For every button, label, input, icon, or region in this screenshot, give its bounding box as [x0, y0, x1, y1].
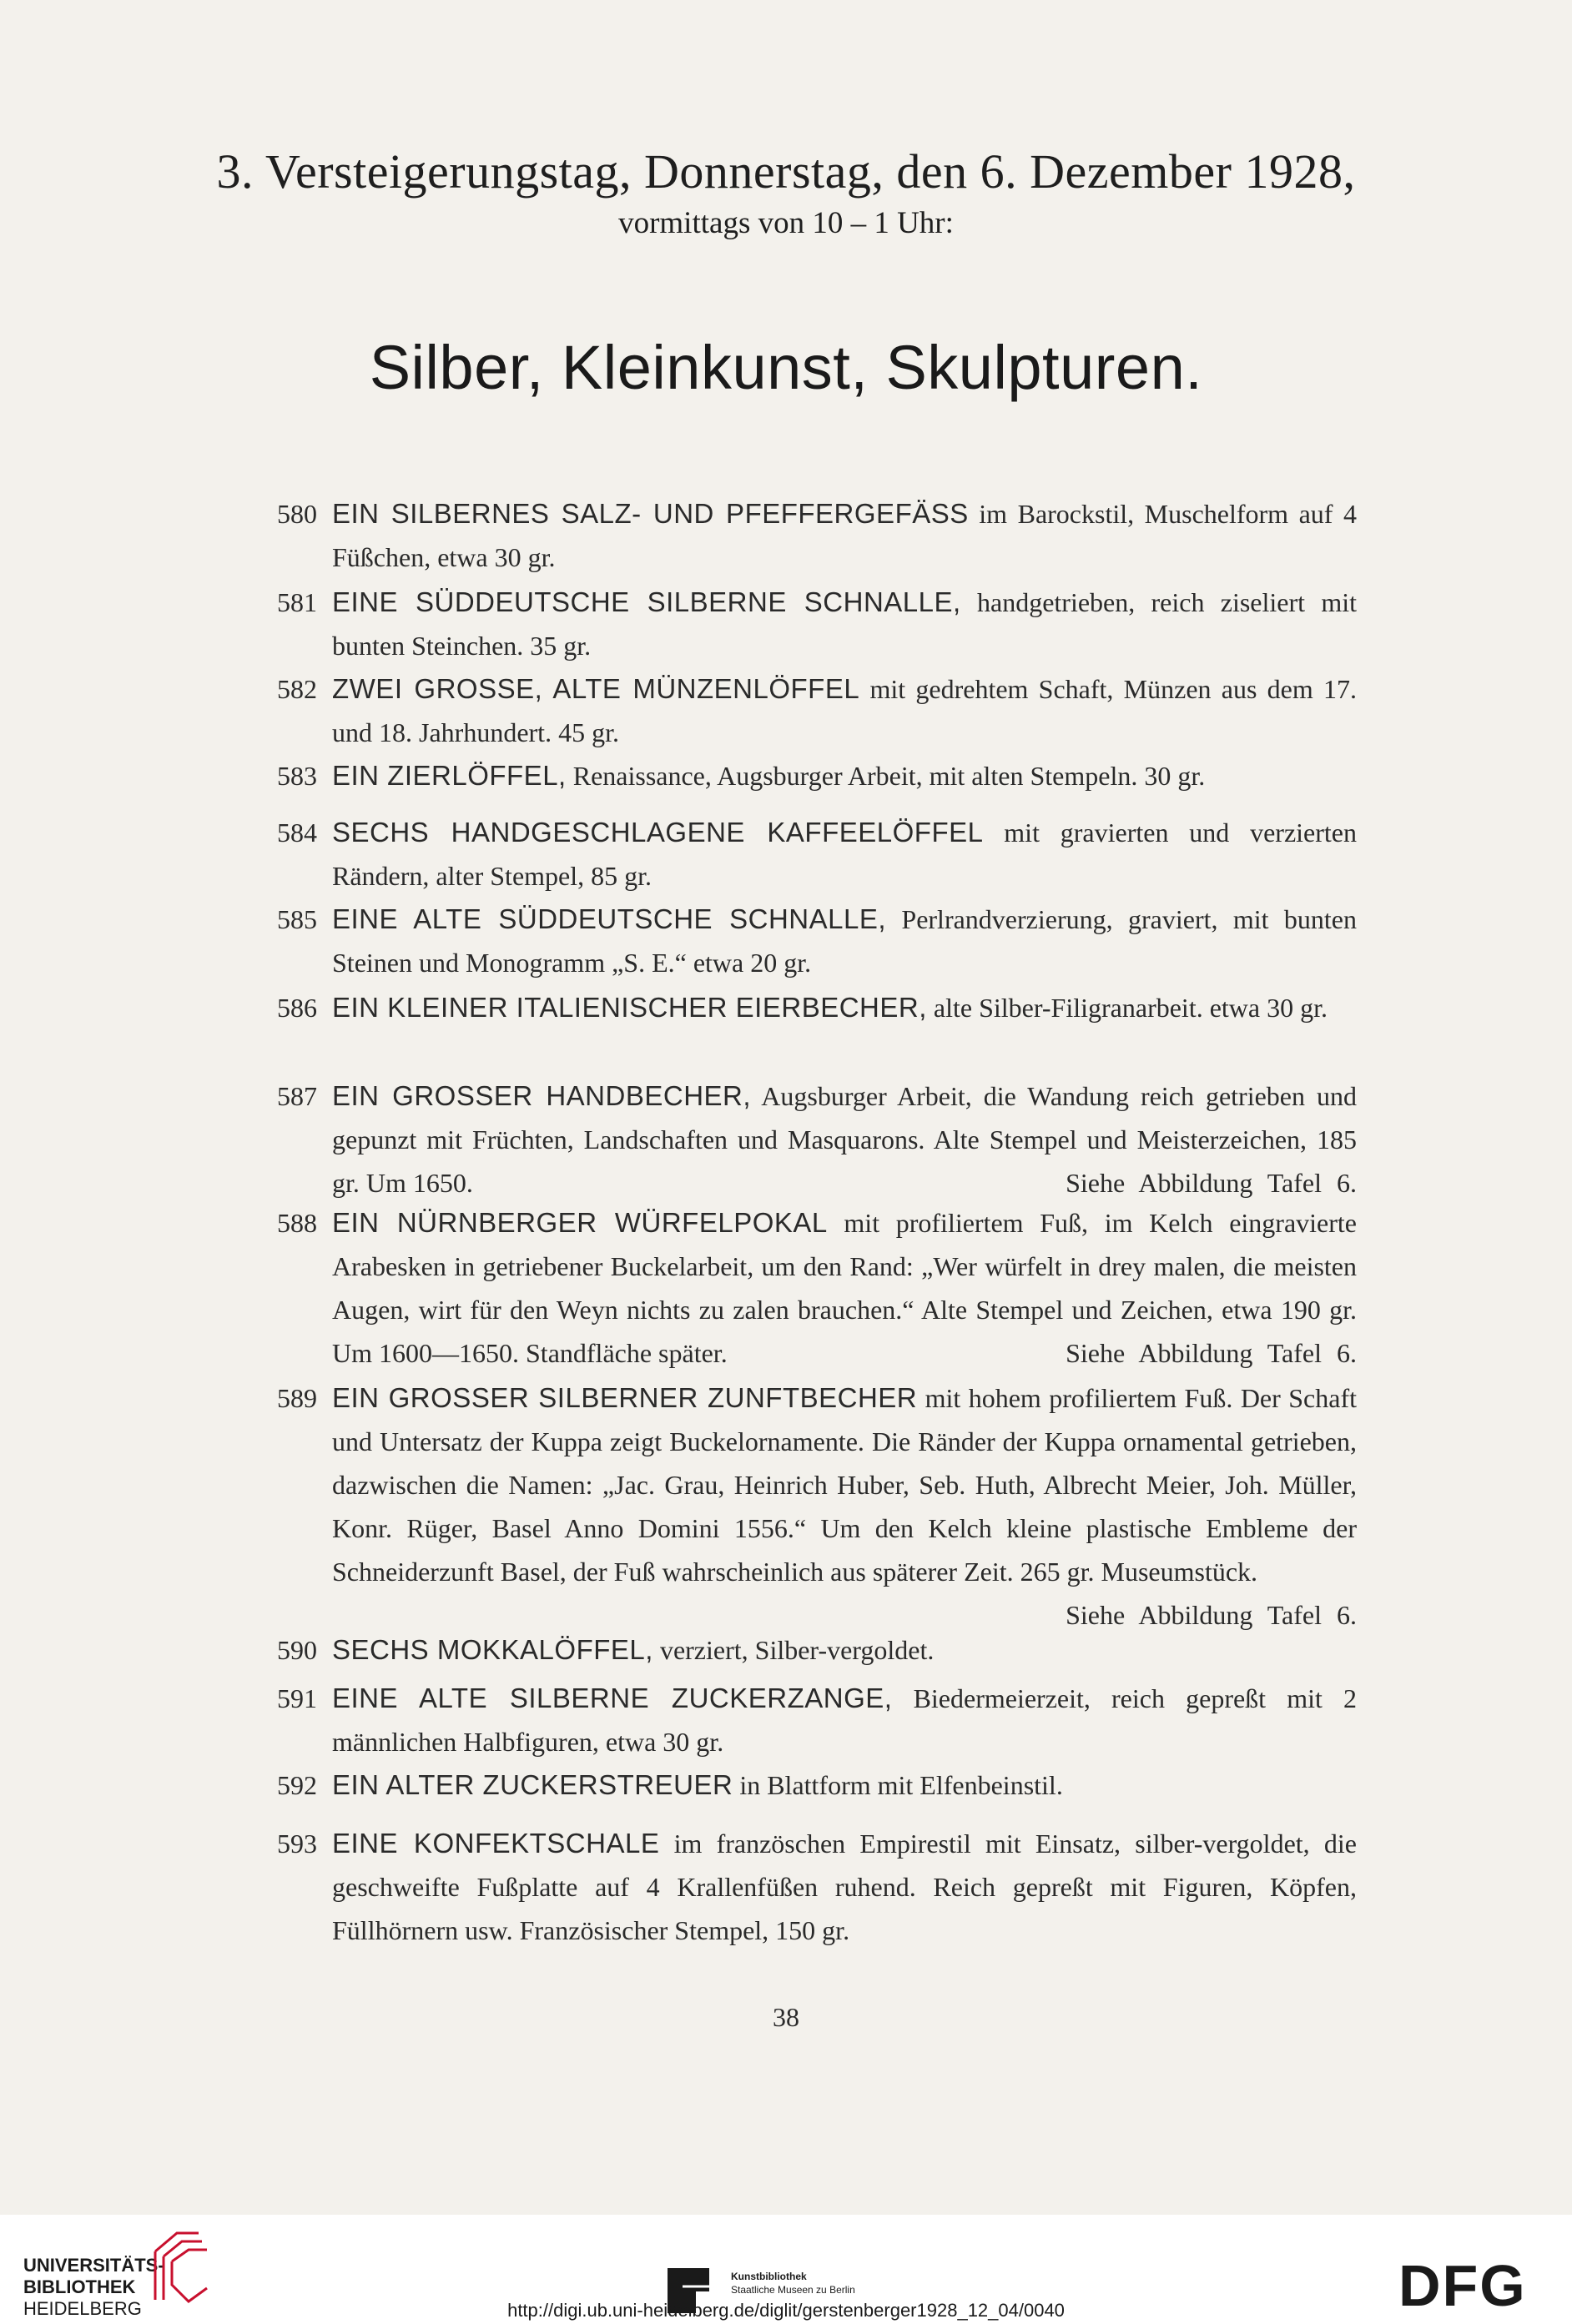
lot-title: EIN SILBERNES SALZ- UND PFEFFERGEFÄSS [332, 498, 969, 529]
lot-title: EIN GROSSER SILBERNER ZUNFTBECHER [332, 1382, 918, 1413]
page-number: 38 [773, 2002, 799, 2032]
lot-description [332, 1628, 1357, 1672]
lot-title: ZWEI GROSSE, ALTE MÜNZENLÖFFEL [332, 673, 860, 704]
lot-body: in Blattform mit Elfenbeinstil. [733, 1770, 1063, 1800]
lot-number: 587 [277, 1081, 317, 1111]
lot-description [332, 492, 1357, 579]
lot-number: 593 [277, 1829, 317, 1859]
lot-description [332, 986, 1357, 1029]
page-title: 3. Versteigerungstag, Donnerstag, den 6. Dezember 1928, [216, 144, 1356, 199]
lot-title: EIN NÜRNBERGER WÜRFELPOKAL [332, 1207, 828, 1238]
lot-body: mit gedrehtem Schaft, Münzen aus dem 17. und 18. Jahrhundert. 45 gr. [332, 674, 1358, 747]
lot-number: 592 [277, 1770, 317, 1800]
university-library-name[interactable]: UNIVERSITÄTS- BIBLIOTHEK HEIDELBERG [23, 2255, 164, 2319]
lot-body: alte Silber-Filigranarbeit. etwa 30 gr. [926, 993, 1328, 1023]
lot-number: 590 [277, 1635, 317, 1665]
lot-number: 589 [277, 1383, 317, 1413]
lot-description [332, 1822, 1357, 1952]
lot-description [332, 754, 1357, 797]
lot-title: EIN GROSSER HANDBECHER, [332, 1080, 752, 1111]
lot-body: Augsburger Arbeit, die Wandung reich getrieben und gepunzt mit Früchten, Landschaften und Masquarons. Alte Stempel und Meisterzeichen, 185 gr. Um 1650. [332, 1081, 1357, 1198]
lot-description [332, 581, 1357, 667]
lot-description [332, 1763, 1357, 1807]
plate-reference: Siehe Abbildung Tafel 6. [1066, 1168, 1357, 1198]
lot-number: 591 [277, 1683, 317, 1713]
lot-title: EIN KLEINER ITALIENISCHER EIERBECHER, [332, 992, 927, 1023]
lot-title: EINE KONFEKTSCHALE [332, 1828, 660, 1859]
lot-description [332, 667, 1357, 754]
section-heading: Silber, Kleinkunst, Skulpturen. [369, 333, 1203, 402]
lot-number: 584 [277, 817, 317, 848]
lot-number: 583 [277, 761, 317, 791]
lot-description [332, 811, 1357, 898]
footer-bar [0, 2215, 1572, 2324]
lot-number: 580 [277, 499, 317, 529]
kunstbibliothek-name: Kunstbibliothek Staatliche Museen zu Berlin [731, 2271, 855, 2296]
lot-number: 581 [277, 587, 317, 617]
lot-number: 586 [277, 993, 317, 1023]
lot-body: Perlrandverzierung, graviert, mit bunten Steinen und Monogramm „S. E.“ etwa 20 gr. [332, 904, 1357, 978]
dfg-logo[interactable]: DFG [1398, 2253, 1527, 2318]
lot-number: 588 [277, 1208, 317, 1238]
lot-title: EIN ALTER ZUCKERSTREUER [332, 1769, 733, 1800]
permalink-url[interactable]: http://digi.ub.uni-heidelberg.de/diglit/gerstenberger1928_12_04/0040 [507, 2300, 1065, 2321]
lot-number: 582 [277, 674, 317, 704]
lot-body: Biedermeierzeit, reich gepreßt mit 2 männlichen Halbfiguren, etwa 30 gr. [332, 1683, 1357, 1757]
lot-title: EINE ALTE SILBERNE ZUCKERZANGE, [332, 1683, 893, 1713]
lot-title: EIN ZIERLÖFFEL, [332, 760, 567, 791]
lot-number: 585 [277, 904, 317, 934]
page-subtitle: vormittags von 10 – 1 Uhr: [618, 206, 954, 240]
university-library-logo-icon[interactable] [152, 2226, 219, 2306]
lot-body: handgetrieben, reich ziseliert mit bunten Steinchen. 35 gr. [332, 587, 1357, 661]
lot-body: mit hohem profiliertem Fuß. Der Schaft und Untersatz der Kuppa zeigt Buckelornamente. Die Ränder der Kuppa ornamental getrieben, dazwischen die Namen: „Jac. Grau, Heinrich Huber, Seb. Huth, Albrecht Meier, Joh. Müller, Konr. Rüger, Basel Anno Domini 1556.“ Um den Kelch kleine plastische Embleme der Schneiderzunft Basel, der Fuß wahrscheinlich aus späterer Zeit. 265 gr. Museumstück. [332, 1383, 1357, 1587]
lot-body: Renaissance, Augsburger Arbeit, mit alten Stempeln. 30 gr. [566, 761, 1206, 791]
lot-body: im Barockstil, Muschelform auf 4 Füßchen, etwa 30 gr. [332, 499, 1357, 572]
lot-description [332, 898, 1357, 984]
lot-body: mit gravierten und verzierten Rändern, alter Stempel, 85 gr. [332, 817, 1357, 891]
lot-title: EINE ALTE SÜDDEUTSCHE SCHNALLE, [332, 903, 887, 934]
lot-body: mit profiliertem Fuß, im Kelch eingravierte Arabesken in getriebener Buckelarbeit, um den Rand: „Wer würfelt in drey malen, die meisten Augen, wirt für den Weyn nichts zu zalen brauchen.“ Alte Stempel und Zeichen, etwa 190 gr. Um 1600—1650. Standfläche später. [332, 1208, 1357, 1368]
lot-description [332, 1677, 1357, 1763]
lot-description [332, 1376, 1357, 1593]
lot-title: SECHS HANDGESCHLAGENE KAFFEELÖFFEL [332, 817, 984, 848]
lot-body: im französchen Empirestil mit Einsatz, silber-vergoldet, die geschweifte Fußplatte auf 4 Krallenfüßen ruhend. Reich gepreßt mit Figuren, Köpfen, Füllhörnern usw. Französischer Stempel, 150 gr. [332, 1829, 1357, 1945]
lot-title: EINE SÜDDEUTSCHE SILBERNE SCHNALLE, [332, 586, 961, 617]
plate-reference: Siehe Abbildung Tafel 6. [1066, 1338, 1357, 1368]
plate-reference: Siehe Abbildung Tafel 6. [1066, 1600, 1357, 1630]
lot-body: verziert, Silber-vergoldet. [652, 1635, 935, 1665]
lot-title: SECHS MOKKALÖFFEL, [332, 1634, 653, 1665]
